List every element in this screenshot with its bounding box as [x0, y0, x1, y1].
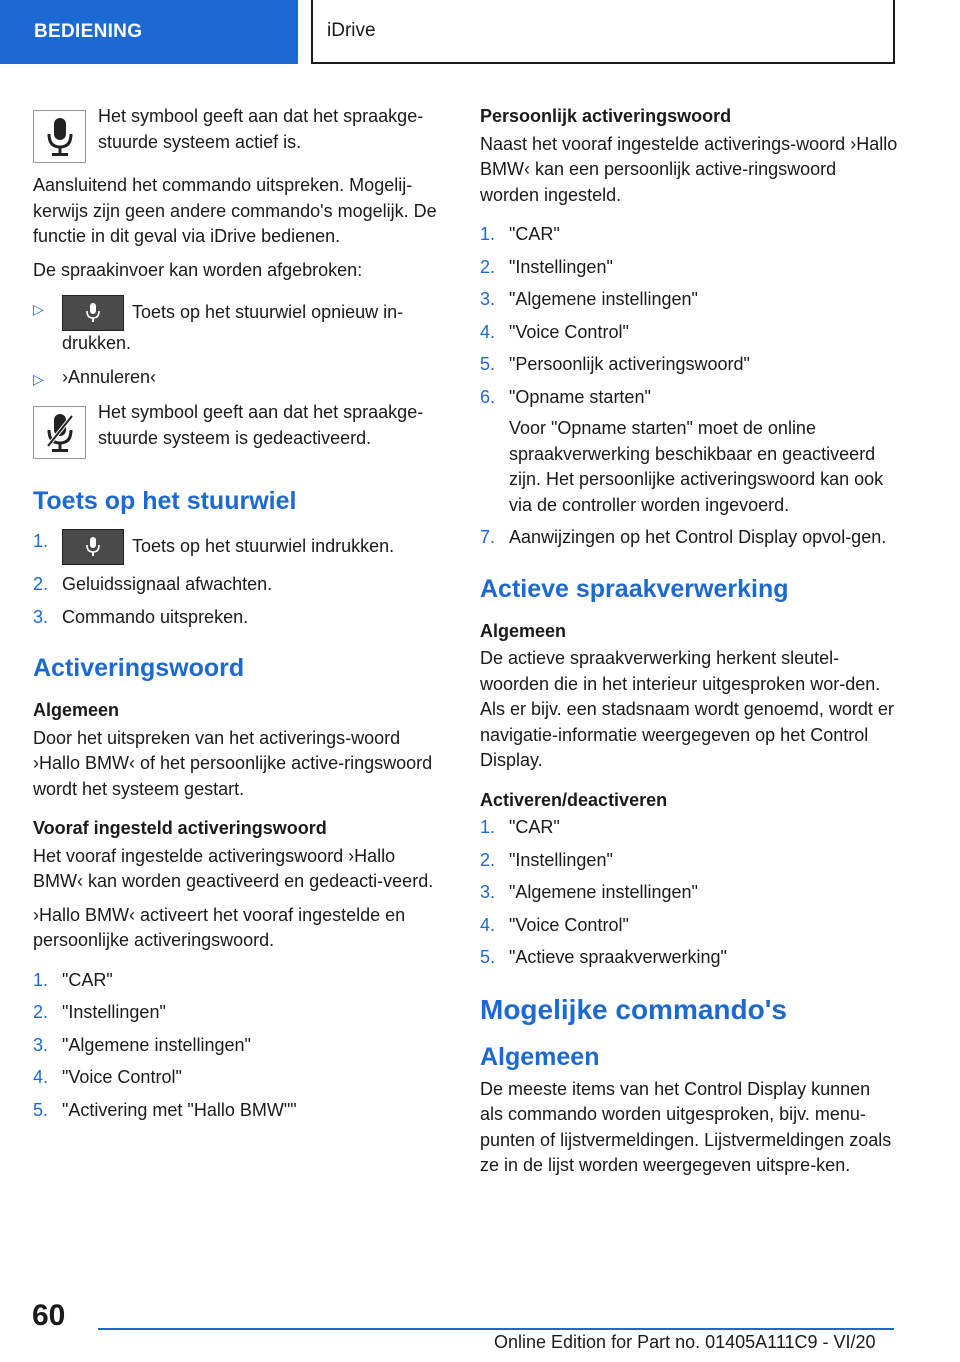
list-item: 7. Aanwijzingen op het Control Display opvol-gen.: [480, 525, 898, 551]
list-item-text: Geluidssignaal afwachten.: [62, 574, 273, 594]
edition-text: Online Edition for Part no. 01405A111C9 - VI/20: [494, 1332, 876, 1352]
list-item: 1. Toets op het stuurwiel indrukken.: [33, 529, 445, 565]
section-heading: Toets op het stuurwiel: [33, 487, 297, 515]
voice-inactive-note: [33, 400, 445, 459]
triangle-bullet-icon: ▷: [33, 370, 44, 387]
list-item: 5. "Actieve spraakverwerking": [480, 945, 898, 971]
paragraph: De actieve spraakverwerking herkent sleutel-woorden die in het interieur uitgesproken wor-den. Als er bijv. een stadsnaam wordt genoemd, wordt er navigatie-informatie weergegeven op het Control Display.: [480, 648, 894, 770]
voice-inactive-text: Het symbool geeft aan dat het spraakge-stuurde systeem is gedeactiveerd.: [98, 402, 424, 448]
list-item-text: "Instellingen": [509, 849, 613, 870]
list-item: 2. Geluidssignaal afwachten.: [33, 572, 445, 598]
microphone-off-icon: [33, 406, 86, 459]
paragraph: Aansluitend het commando uitspreken. Mogelij-kerwijs zijn geen andere commando's mogelijk. De functie in dit geval via iDrive bedienen.: [33, 175, 437, 246]
list-item: 2. "Instellingen": [33, 1000, 445, 1026]
list-item: 5. "Activering met "Hallo BMW"": [33, 1098, 445, 1124]
list-item-text: Toets op het stuurwiel opnieuw in-drukken.: [62, 301, 404, 353]
list-item-text: "Persoonlijk activeringswoord": [509, 354, 750, 374]
list-item: [33, 295, 445, 357]
steering-wheel-voice-button-icon: [62, 529, 124, 565]
paragraph: Door het uitspreken van het activerings-woord ›Hallo BMW‹ of het persoonlijke active-ringswoord wordt het systeem gestart.: [33, 727, 433, 799]
list-item: 4. "Voice Control": [33, 1065, 445, 1091]
list-item: 3. Commando uitspreken.: [33, 605, 445, 631]
list-item: 2. "Instellingen": [480, 848, 898, 874]
section-heading: Activeringswoord: [33, 654, 245, 682]
section-heading: Actieve spraakverwerking: [480, 574, 789, 603]
list-item-text: "Algemene instellingen": [509, 882, 698, 902]
list-item-text: "Algemene instellingen": [509, 289, 698, 309]
numbered-list: [480, 815, 898, 971]
list-item-text: Aanwijzingen op het Control Display opvol-gen.: [509, 527, 887, 547]
list-item: 1. "CAR": [33, 968, 445, 994]
list-item-text: ›Annuleren‹: [62, 366, 157, 387]
numbered-list: [33, 529, 445, 630]
list-item-text: "Algemene instellingen": [62, 1034, 251, 1055]
subheading: Algemeen: [33, 700, 120, 720]
paragraph: ›Hallo BMW‹ activeert het vooraf ingestelde en persoonlijke activeringswoord.: [33, 904, 406, 950]
subheading: Vooraf ingesteld activeringswoord: [33, 818, 327, 838]
list-item-text: Commando uitspreken.: [62, 606, 249, 627]
voice-active-note: [33, 104, 445, 163]
list-item-text: "CAR": [509, 817, 560, 837]
chapter-heading: Mogelijke commando's: [480, 993, 787, 1025]
footer-divider: [98, 1328, 894, 1330]
list-item: 1. "CAR": [480, 222, 898, 248]
paragraph: De meeste items van het Control Display kunnen als commando worden uitgesproken, bijv. menu-punten of lijstvermeldingen. Lijstvermeldingen zoals ze in de lijst worden weergegeven uitspre-ken.: [480, 1078, 892, 1175]
chapter-header: iDrive: [311, 0, 895, 64]
list-item-text: "Actieve spraakverwerking": [509, 947, 727, 967]
list-item-text: "Instellingen": [62, 1002, 166, 1022]
section-heading: Algemeen: [480, 1042, 600, 1071]
paragraph: Naast het vooraf ingestelde activerings-woord ›Hallo BMW‹ kan een persoonlijk active-ringswoord worden ingesteld.: [480, 133, 898, 205]
numbered-list: [33, 968, 445, 1124]
subheading: Algemeen: [480, 620, 567, 641]
list-item: 4. "Voice Control": [480, 913, 898, 939]
section-header: BEDIENING: [0, 0, 298, 64]
triangle-bullet-icon: ▷: [33, 301, 44, 317]
list-item-text: "Voice Control": [62, 1067, 182, 1087]
list-item-text: "Activering met "Hallo BMW"": [62, 1099, 297, 1120]
list-item: 3. "Algemene instellingen": [480, 880, 898, 906]
subheading: Activeren/deactiveren: [480, 789, 668, 810]
list-item: 1. "CAR": [480, 815, 898, 841]
right-column: [480, 100, 898, 1187]
list-item: 4. "Voice Control": [480, 320, 898, 346]
list-item: 5. "Persoonlijk activeringswoord": [480, 352, 898, 378]
list-item-text: "CAR": [62, 969, 113, 990]
list-item: 3. "Algemene instellingen": [480, 287, 898, 313]
paragraph: Het vooraf ingestelde activeringswoord ›Hallo BMW‹ kan worden geactiveerd en gedeacti-veerd.: [33, 845, 434, 891]
list-item: 2. "Instellingen": [480, 255, 898, 281]
list-item: 3. "Algemene instellingen": [33, 1033, 445, 1059]
page-number: 60: [32, 1299, 66, 1332]
microphone-icon: [33, 110, 86, 163]
left-column: [33, 100, 445, 1131]
list-item: 6. "Opname starten" Voor "Opname starten" moet de online spraakverwerking beschikbaar en geactiveerd zijn. Het persoonlijke activeringswoord kan ook via de controller worden ingevoerd.: [480, 385, 898, 519]
steering-wheel-voice-button-icon: [62, 295, 124, 331]
voice-active-text: Het symbool geeft aan dat het spraakge-stuurde systeem actief is.: [98, 106, 424, 152]
subheading: Persoonlijk activeringswoord: [480, 106, 732, 126]
list-item-text: "CAR": [509, 224, 560, 244]
list-item-text: "Voice Control": [509, 914, 629, 935]
numbered-list: [480, 222, 898, 551]
list-item-text: "Voice Control": [509, 321, 629, 342]
list-item: [33, 365, 445, 393]
list-item-text: "Instellingen": [509, 256, 613, 277]
list-item-text: "Opname starten": [509, 386, 651, 407]
list-item-note: Voor "Opname starten" moet de online spraakverwerking beschikbaar en geactiveerd zijn. Het persoonlijke activeringswoord kan ook via de controller worden ingevoerd.: [509, 418, 884, 515]
list-item-text: Toets op het stuurwiel indrukken.: [132, 535, 395, 556]
paragraph: De spraakinvoer kan worden afgebroken:: [33, 259, 363, 280]
